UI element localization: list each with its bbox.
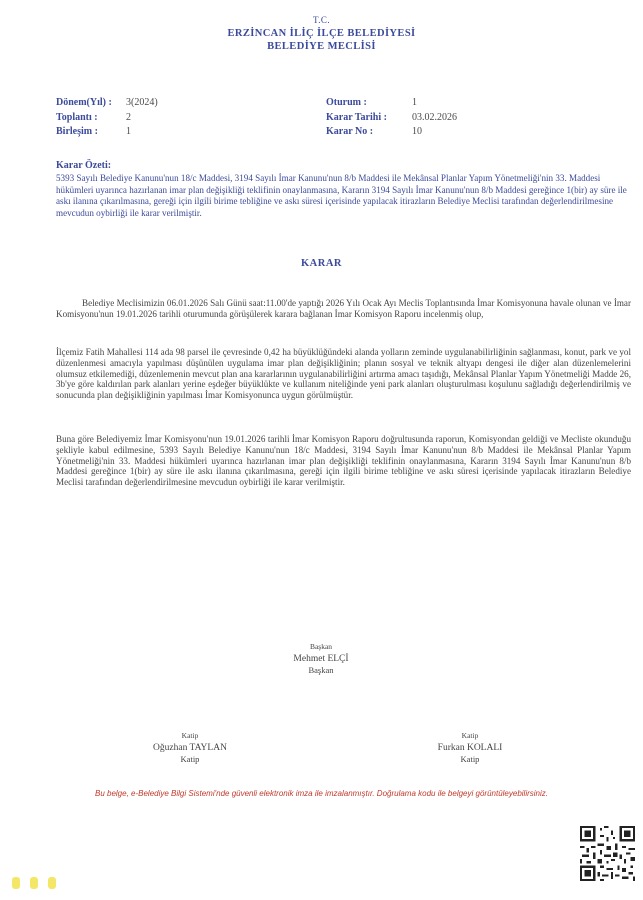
decision-paragraph-2: İlçemiz Fatih Mahallesi 114 ada 98 parsel ile çevresinde 0,42 ha büyüklüğündeki alanda yolların zeminde uygulanabilirliğinin sağlanması, konut, park ve yol düzenlenmesi amacıyla yapılması düşünülen uygulama imar plan değişikliğinin; planın sosyal ve teknik altyapı dengesi ile diğer alan düzenlemelerini olumsuz etkilemediği, düzenlemenin mevcut plan ana kararlarının uygulanabilirliğini artırma amacı taşıdığı, Mekânsal Planlar Yapım Yönetmeliği Madde 26, 3b'ye göre kaldırılan park alanları yerine eşdeğer büyüklükte ve kullanım niteliğinde yeni park alanları oluşturulması koşulunu sağladığı değerlendirilmiş ve sonucunda plan değişikliğinin yapılması İmar Komisyonunca uygun görülmüştür. bbox=[56, 347, 631, 401]
karar-tarihi-value: 03.02.2026 bbox=[412, 111, 457, 123]
birlesim-label: Birleşim : bbox=[56, 126, 98, 137]
toplanti-value: 2 bbox=[126, 111, 131, 123]
summary-title: Karar Özeti: bbox=[56, 160, 112, 171]
karar-tarihi-label: Karar Tarihi : bbox=[326, 111, 387, 123]
signature-chairman bbox=[221, 641, 421, 676]
chairman-role-top: Başkan bbox=[309, 642, 333, 651]
meeting-meta bbox=[56, 96, 576, 140]
header-council: BELEDİYE MECLİSİ bbox=[267, 41, 376, 52]
signature-clerk-1 bbox=[90, 730, 290, 765]
decision-paragraph-3: Buna göre Belediyemiz İmar Komisyonu'nun 19.01.2026 tarihli İmar Komisyon Raporu doğrultusunda raporun, Komisyondan geldiği ve Mecliste okunduğu şekliyle kabul edilmesine, 5393 Sayılı Belediye Kanunu'nun 18/c Maddesi, 3194 Sayılı İmar Kanunu'nun 8/b Maddesi ile Mekânsal Planlar Yapım Yönetmeliği'nin 33. Maddesi hükümleri uyarınca hazırlanan imar plan değişikliği teklifinin onaylanmasına, Kararın 3194 Sayılı İmar Kanunu'nun 8/b Maddesi gereğince 1(bir) ay süre ile askı ilanına çıkarılmasına, gereği için ilgili birime tebliğine ve askı süresi içerisinde yapılacak itirazların Belediye Meclisi tarafından değerlendirilmesine mevcudun oybirliği ile karar verilmiştir. bbox=[56, 434, 631, 488]
meta-row-2 bbox=[56, 111, 576, 126]
clerk-2-role-top: Katip bbox=[461, 731, 479, 740]
signature-clerk-2 bbox=[370, 730, 570, 765]
scan-mark bbox=[12, 877, 20, 889]
clerk-1-role-top: Katip bbox=[181, 731, 199, 740]
scan-mark bbox=[48, 877, 56, 889]
clerk-2-name: Furkan KOLALI bbox=[437, 743, 503, 753]
decision-paragraph-1: Belediye Meclisimizin 06.01.2026 Salı Günü saat:11.00'de yaptığı 2026 Yılı Ocak Ayı Meclis Toplantısında İmar Komisyonuna havale olunan ve İmar Komisyonu'nun 19.01.2026 tarihli oturumunda görüşülerek karara bağlanan İmar Komisyon Raporu incelenmiş olup, bbox=[56, 298, 631, 319]
oturum-label: Oturum : bbox=[326, 97, 367, 108]
header-tc: T.C. bbox=[313, 15, 330, 25]
karar-no-label: Karar No : bbox=[326, 126, 374, 137]
clerk-2-role: Katip bbox=[460, 754, 480, 764]
qr-code-icon bbox=[580, 826, 635, 881]
karar-no-value: 10 bbox=[412, 126, 422, 137]
meta-row-3 bbox=[56, 125, 576, 140]
meta-row-1 bbox=[56, 96, 576, 111]
scan-mark bbox=[30, 877, 38, 889]
document-header bbox=[0, 14, 643, 53]
toplanti-label: Toplantı : bbox=[56, 111, 98, 123]
clerk-1-name: Oğuzhan TAYLAN bbox=[153, 743, 227, 753]
oturum-value: 1 bbox=[412, 97, 417, 108]
chairman-role: Başkan bbox=[308, 665, 334, 675]
header-municipality: ERZİNCAN İLİÇ İLÇE BELEDİYESİ bbox=[227, 28, 416, 39]
chairman-name: Mehmet ELÇİ bbox=[293, 654, 349, 664]
scan-marks bbox=[12, 876, 66, 894]
decision-summary bbox=[56, 160, 631, 220]
e-signature-note: Bu belge, e-Belediye Bilgi Sistemi'nde güvenli elektronik imza ile imzalanmıştır. Doğrulama kodu ile belgeyi görüntüleyebilirsiniz. bbox=[94, 789, 548, 798]
clerk-1-role: Katip bbox=[180, 754, 200, 764]
decision-heading: KARAR bbox=[301, 258, 342, 269]
birlesim-value: 1 bbox=[126, 126, 131, 137]
donem-label: Dönem(Yıl) : bbox=[56, 97, 112, 108]
donem-value: 3(2024) bbox=[126, 97, 158, 108]
summary-text: 5393 Sayılı Belediye Kanunu'nun 18/c Maddesi, 3194 Sayılı İmar Kanunu'nun 8/b Maddesi ile Mekânsal Planlar Yapım Yönetmeliği'nin 33. Maddesi hükümleri uyarınca hazırlanan imar plan değişikliği teklifinin onaylanmasına, Kararın 3194 Sayılı İmar Kanunu'nun 8/b Maddesi gereğince 1(bir) ay süre ile askı ilanına çıkarılmasına, gereği için ilgili birime tebliğine ve askı süresi içerisinde yapılacak itirazların Belediye Meclisi tarafından değerlendirilmesine mevcudun oybirliği ile karar verilmiştir. bbox=[56, 172, 627, 219]
